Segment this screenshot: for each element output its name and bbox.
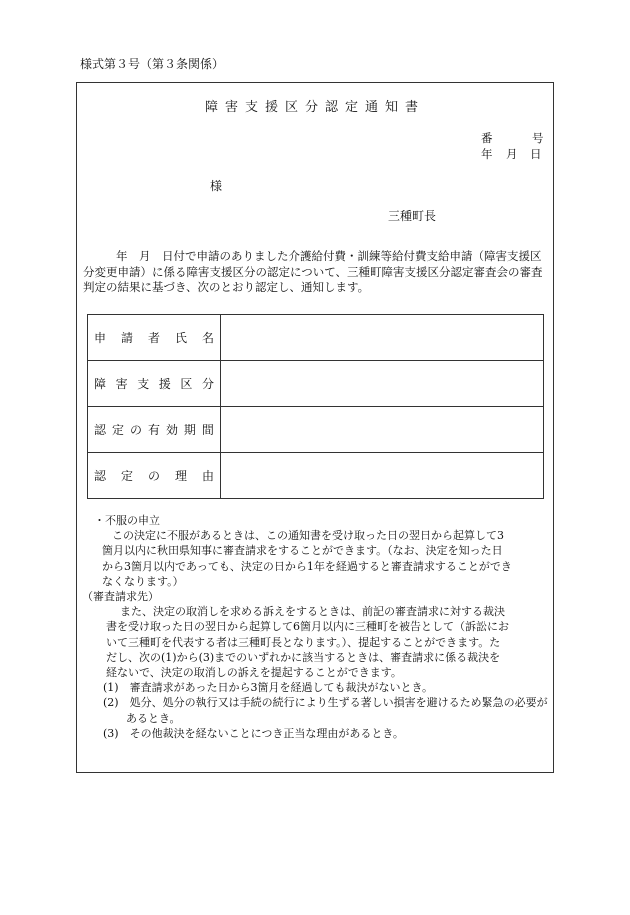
label-validity-period xyxy=(88,407,221,453)
label-char: 認 xyxy=(94,469,107,483)
label-char: 定 xyxy=(111,423,124,437)
label-char: 期 xyxy=(183,423,196,437)
date-month: 月 xyxy=(506,147,518,161)
label-support-category xyxy=(88,361,221,407)
objection-text: 箇月以内に秋田県知事に審査請求をすることができます。（なお、決定を知った日 xyxy=(102,544,503,558)
notice-body xyxy=(83,249,545,296)
notice-text: 付で申請のありました介護給付費・訓練等給付費支給申請（障害支援区分変更申請）に係る障害支援区分の認定について、三種町障害支援区分認定審査会の審査判定の結果に基づき、次のとおり認定し、通知します。 xyxy=(83,249,543,294)
value-applicant-name xyxy=(221,315,544,361)
date-blanks: 年 月 日 xyxy=(116,249,174,263)
label-char: の xyxy=(147,469,160,483)
label-char: 支 xyxy=(137,377,150,391)
label-char: 氏 xyxy=(174,331,187,345)
label-char: 効 xyxy=(165,423,178,437)
objection-text: から3箇月以内であっても、決定の日から1年を経過すると審査請求することができ xyxy=(102,559,512,573)
issuer-name: 三種町長 xyxy=(388,209,437,223)
label-char: 由 xyxy=(201,469,214,483)
number-label: 番 xyxy=(481,131,493,145)
label-reason xyxy=(88,453,221,499)
list-item: (3) その他裁決を経ないことにつき正当な理由があるとき。 xyxy=(103,726,404,740)
lawsuit-text: 経ないで、決定の取消しの訴えを提起することができます。 xyxy=(106,666,402,680)
lawsuit-text: だし、次の(1)から(3)までのいずれかに該当するときは、審査請求に係る裁決を xyxy=(106,650,501,664)
label-char: 有 xyxy=(147,423,160,437)
lawsuit-text: 書を受け取った日の翌日から起算して6箇月以内に三種町を被告として（訴訟にお xyxy=(106,620,509,634)
value-support-category xyxy=(221,361,544,407)
label-char: 請 xyxy=(120,331,133,345)
table-row xyxy=(88,315,544,361)
recipient-suffix: 様 xyxy=(210,179,223,193)
label-char: の xyxy=(129,423,142,437)
label-char: 援 xyxy=(158,377,171,391)
form-label: 様式第３号（第３条関係） xyxy=(80,57,225,71)
date-year: 年 xyxy=(481,147,493,161)
value-validity-period xyxy=(221,407,544,453)
objection-text: なくなります。） xyxy=(102,574,184,588)
lawsuit-text: いて三種町を代表する者は三種町長となります。）、提起することができます。た xyxy=(106,635,501,649)
label-char: 害 xyxy=(115,377,128,391)
label-char: 障 xyxy=(94,377,107,391)
label-char: 間 xyxy=(201,423,214,437)
label-char: 分 xyxy=(201,377,214,391)
label-char: 定 xyxy=(120,469,133,483)
label-char: 者 xyxy=(147,331,160,345)
info-table xyxy=(87,314,544,499)
document-title: 障害支援区分認定通知書 xyxy=(204,100,425,115)
table-row xyxy=(88,361,544,407)
label-char: 認 xyxy=(94,423,107,437)
label-applicant-name xyxy=(88,315,221,361)
notes-section xyxy=(82,513,552,741)
label-char: 区 xyxy=(180,377,193,391)
list-item: (2) 処分、処分の執行又は手続の続行により生ずる著しい損害を避けるため緊急の必要があるとき。 xyxy=(103,696,548,725)
list-item: (1) 審査請求があった日から3箇月を経過しても裁決がないとき。 xyxy=(103,681,434,695)
lawsuit-text: また、決定の取消しを求める訴えをするときは、前記の審査請求に対する裁決 xyxy=(120,605,505,619)
label-char: 名 xyxy=(201,331,214,345)
label-char: 理 xyxy=(174,469,187,483)
label-char: 申 xyxy=(94,331,107,345)
number-suffix: 号 xyxy=(532,131,544,145)
date-day: 日 xyxy=(530,147,542,161)
value-reason xyxy=(221,453,544,499)
table-row xyxy=(88,407,544,453)
objection-heading: ・不服の申立 xyxy=(94,514,160,527)
objection-text: この決定に不服があるときは、この通知書を受け取った日の翌日から起算して3 xyxy=(112,529,504,543)
table-row xyxy=(88,453,544,499)
request-destination-heading: （審査請求先） xyxy=(82,590,159,604)
